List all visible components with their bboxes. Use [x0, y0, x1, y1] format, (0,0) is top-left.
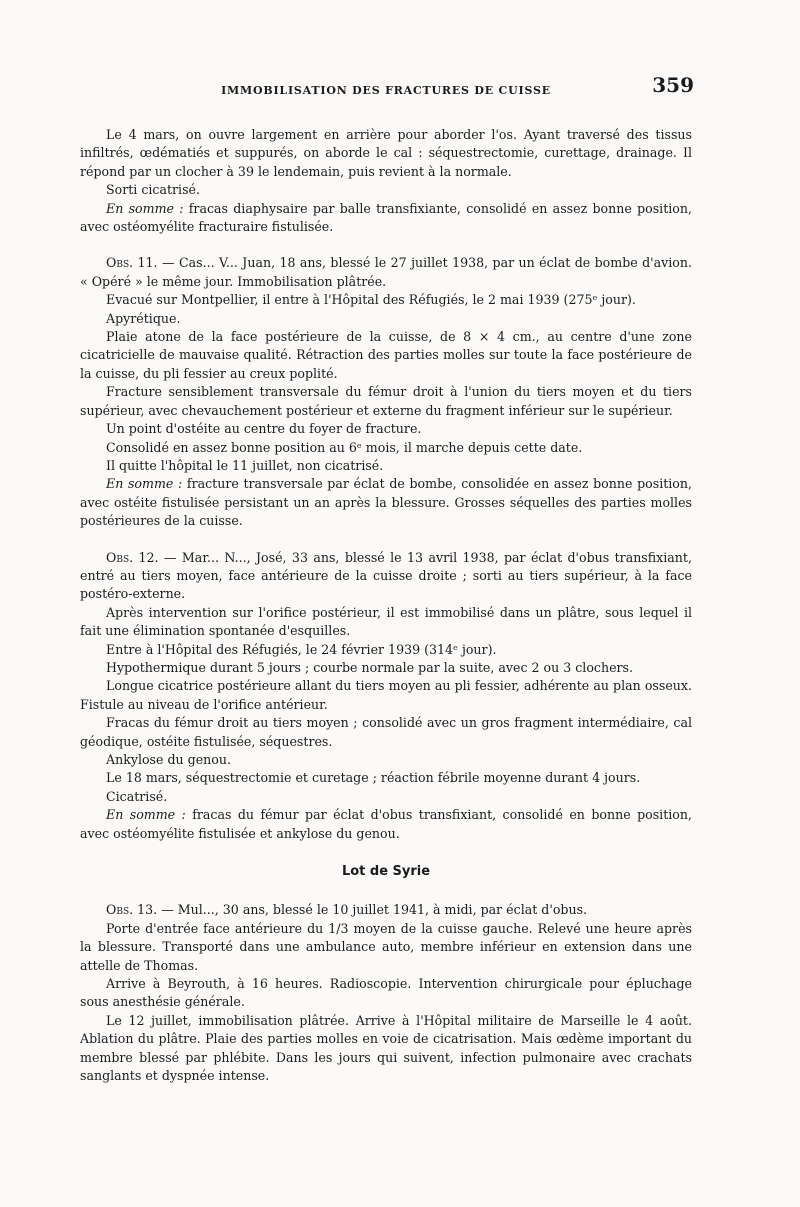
summary-label: En somme : [106, 807, 186, 823]
paragraph: Evacué sur Montpellier, il entre à l'Hôpital des Réfugiés, le 2 mai 1939 (275ᵉ jour). [106, 292, 636, 308]
paragraph: Fracture sensiblement transversale du fémur droit à l'union du tiers moyen et du tiers supérieur, avec chevauchement postérieur et externe du fragment inférieur sur le supérieur. [80, 384, 692, 418]
observation-intro [80, 901, 692, 919]
observation-intro-text: — Mul..., 30 ans, blessé le 10 juillet 1941, à midi, par éclat d'obus. [157, 902, 588, 918]
observation-intro [80, 549, 692, 604]
page-number: 359 [652, 73, 694, 97]
paragraph: Apyrétique. [106, 310, 181, 326]
continued-observation [80, 126, 692, 236]
summary-text: fracas du fémur par éclat d'obus transfixiant, consolidé en bonne position, avec ostéomyélite fistulisée et ankylose du genou. [80, 807, 692, 841]
paragraph: Arrive à Beyrouth, à 16 heures. Radioscopie. Intervention chirurgicale pour épluchage sous anesthésie générale. [80, 976, 692, 1010]
observation-label: Obs. 11. [106, 255, 158, 271]
observation-label: Obs. 13. [106, 902, 158, 918]
paragraph: Ankylose du genou. [106, 752, 231, 767]
observation-label: Obs. 12. [106, 549, 159, 565]
observation-intro-text: — Cas... V... Juan, 18 ans, blessé le 27 juillet 1938, par un éclat de bombe d'avion. « Opéré » le même jour. Immobilisation plâtrée. [80, 255, 692, 289]
summary-paragraph [80, 200, 692, 237]
paragraph: Le 4 mars, on ouvre largement en arrière pour aborder l'os. Ayant traversé des tissus infiltrés, œdématiés et suppurés, on aborde le cal : séquestrectomie, curettage, drainage. Il répond par un clocher à 39 le lendemain, puis revient à la normale. [80, 127, 692, 179]
observation-13 [80, 901, 692, 1085]
observation-11 [80, 254, 692, 530]
running-title: IMMOBILISATION DES FRACTURES DE CUISSE [221, 84, 551, 97]
observation-12 [80, 549, 692, 844]
summary-text: fracture transversale par éclat de bombe, consolidée en assez bonne position, avec ostéite fistulisée persistant un an après la blessure. Grosses séquelles des parties molles postérieures de la cuisse. [80, 476, 693, 529]
summary-label: En somme : [106, 476, 183, 492]
summary-text: fracas diaphysaire par balle transfixiante, consolidé en assez bonne position, avec ostéomyélite fracturaire fistulisée. [80, 200, 692, 235]
summary-paragraph [80, 806, 692, 843]
document-page [80, 73, 694, 1086]
paragraph: Un point d'ostéite au centre du foyer de fracture. [106, 421, 422, 437]
paragraph: Longue cicatrice postérieure allant du tiers moyen au pli fessier, adhérente au plan osseux. Fistule au niveau de l'orifice antérieur. [80, 678, 692, 712]
paragraph: Porte d'entrée face antérieure du 1/3 moyen de la cuisse gauche. Relevé une heure après la blessure. Transporté dans une ambulance auto, membre inférieur en extension dans une attelle de Thomas. [80, 920, 692, 973]
paragraph: Plaie atone de la face postérieure de la cuisse, de 8 × 4 cm., au centre d'une zone cicatricielle de mauvaise qualité. Rétraction des parties molles sur toute la face postérieure de la cuisse, du pli fessier au creux poplité. [80, 329, 692, 381]
observation-intro [80, 254, 692, 291]
paragraph: Le 12 juillet, immobilisation plâtrée. Arrive à l'Hôpital militaire de Marseille le 4 août. Ablation du plâtre. Plaie des parties molles en voie de cicatrisation. Mais œdème important du membre blessé par phlébite. Dans les jours qui suivent, infection pulmonaire avec crachats sanglants et dyspnée intense. [80, 1012, 692, 1084]
section-title: Lot de Syrie [341, 864, 431, 880]
paragraph: Hypothermique durant 5 jours ; courbe normale par la suite, avec 2 ou 3 clochers. [106, 659, 634, 675]
page-header [80, 73, 694, 102]
paragraph: Entre à l'Hôpital des Réfugiés, le 24 février 1939 (314ᵉ jour). [106, 641, 497, 657]
paragraph: Cicatrisé. [106, 788, 168, 804]
paragraph: Sorti cicatrisé. [106, 182, 200, 198]
summary-label: En somme : [106, 200, 184, 216]
paragraph: Fracas du fémur droit au tiers moyen ; consolidé avec un gros fragment intermédiaire, cal géodique, ostéite fistulisée, séquestres. [80, 715, 692, 749]
paragraph: Après intervention sur l'orifice postérieur, il est immobilisé dans un plâtre, sous lequel il fait une élimination spontanée d'esquilles. [80, 604, 692, 639]
paragraph: Le 18 mars, séquestrectomie et curetage ; réaction fébrile moyenne durant 4 jours. [106, 770, 641, 786]
paragraph: Consolidé en assez bonne position au 6ᵉ mois, il marche depuis cette date. [106, 439, 583, 455]
observation-intro-text: — Mar... N..., José, 33 ans, blessé le 13 avril 1938, par éclat d'obus transfixiant, entré au tiers moyen, face antérieure de la cuisse droite ; sorti au tiers supérieur, à la face postéro-externe. [80, 549, 692, 602]
summary-paragraph [80, 475, 692, 530]
paragraph: Il quitte l'hôpital le 11 juillet, non cicatrisé. [106, 457, 384, 473]
